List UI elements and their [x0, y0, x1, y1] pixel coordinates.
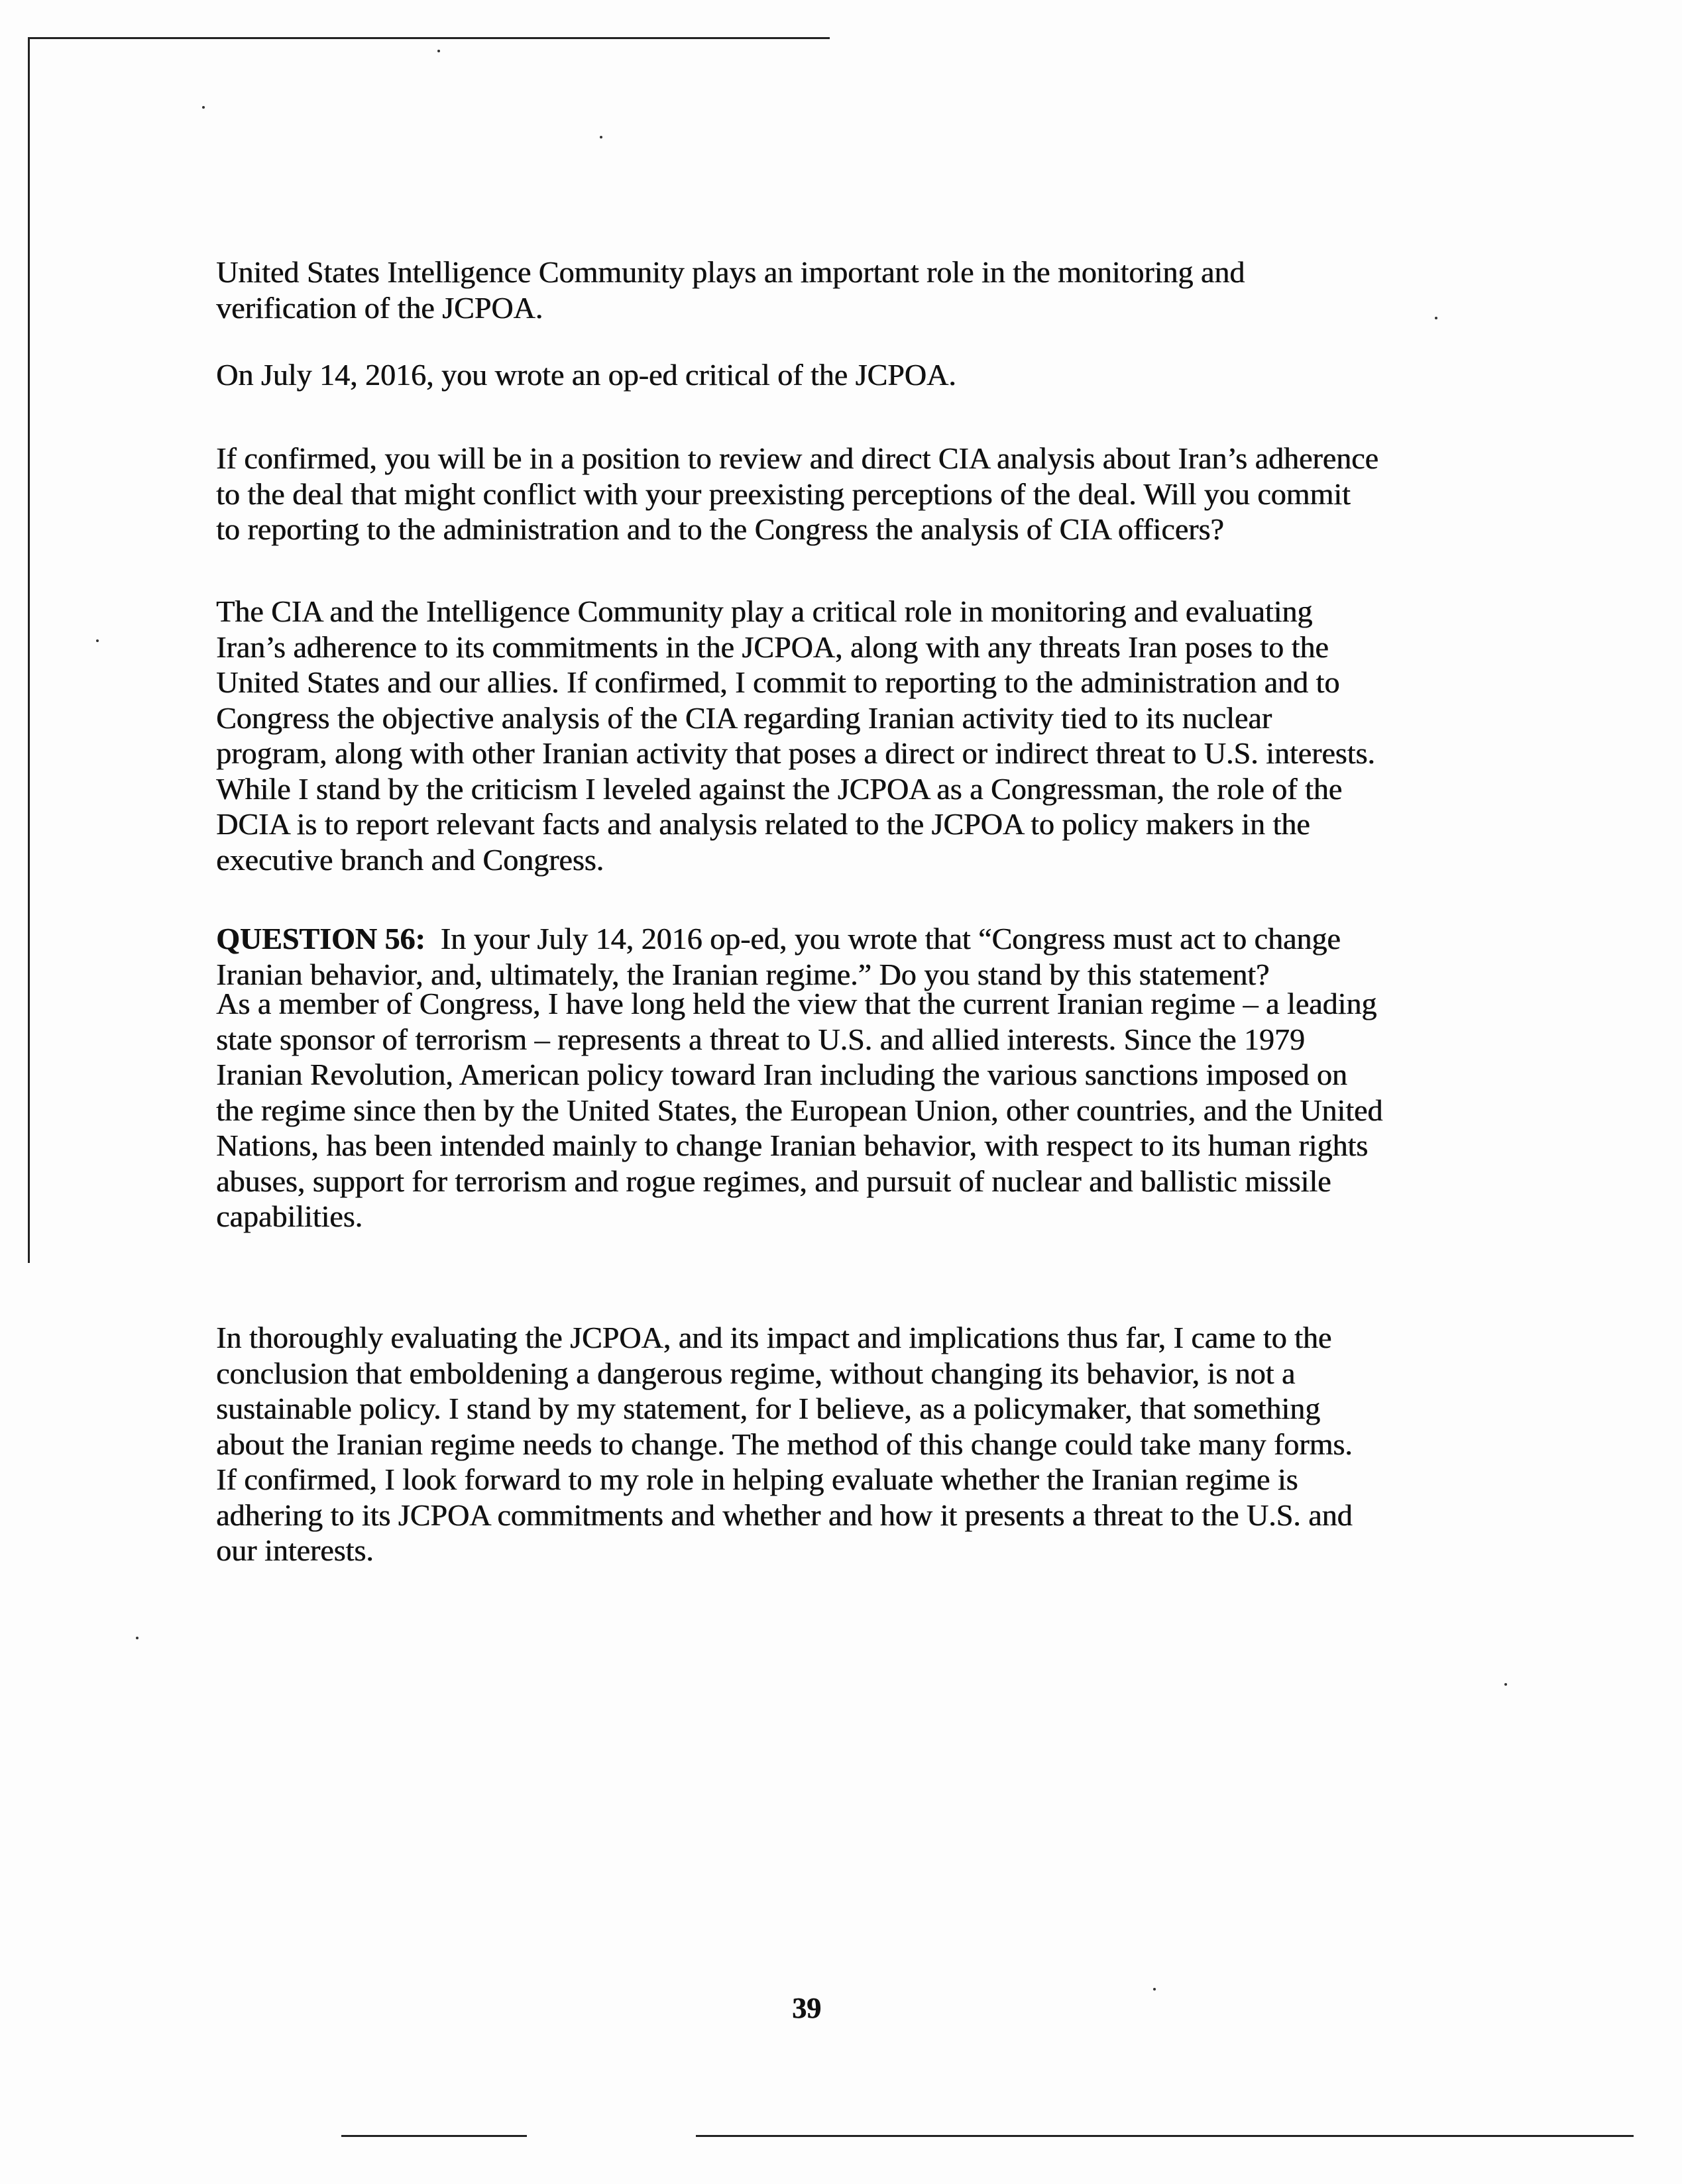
text-line: Nations, has been intended mainly to change Iranian behavior, with respect to its human rights	[216, 1128, 1369, 1162]
scan-speck	[437, 50, 440, 52]
question-text: In your July 14, 2016 op-ed, you wrote that “Congress must act to change	[425, 922, 1341, 956]
text-line: While I stand by the criticism I leveled against the JCPOA as a Congressman, the role of the	[216, 771, 1343, 806]
text-line: The CIA and the Intelligence Community play a critical role in monitoring and evaluating	[216, 594, 1313, 628]
text-line: If confirmed, I look forward to my role in helping evaluate whether the Iranian regime is	[216, 1462, 1298, 1496]
scan-speck	[1435, 317, 1437, 319]
scan-speck	[136, 1637, 139, 1639]
scan-speck	[600, 136, 602, 138]
text-line: about the Iranian regime needs to change. The method of this change could take many forms.	[216, 1427, 1353, 1461]
text-line: state sponsor of terrorism – represents a threat to U.S. and allied interests. Since the 1979	[216, 1022, 1305, 1056]
text-line: On July 14, 2016, you wrote an op-ed critical of the JCPOA.	[216, 358, 956, 392]
text-line: United States and our allies. If confirmed, I commit to reporting to the administration and to	[216, 665, 1340, 699]
paragraph-question	[216, 441, 1378, 547]
question-56	[216, 921, 1341, 992]
text-line: to reporting to the administration and to the Congress the analysis of CIA officers?	[216, 512, 1224, 546]
paragraph-answer-2	[216, 986, 1382, 1234]
scan-speck	[1504, 1683, 1507, 1686]
text-line: As a member of Congress, I have long held the view that the current Iranian regime – a leading	[216, 987, 1377, 1020]
text-line: Iran’s adherence to its commitments in the JCPOA, along with any threats Iran poses to the	[216, 629, 1329, 664]
text-line: Iranian Revolution, American policy toward Iran including the various sanctions imposed on	[216, 1058, 1347, 1091]
text-line: United States Intelligence Community plays an important role in the monitoring and	[216, 255, 1245, 289]
text-line: conclusion that emboldening a dangerous regime, without changing its behavior, is not a	[216, 1356, 1296, 1390]
text-line: capabilities.	[216, 1199, 363, 1233]
text-line: our interests.	[216, 1533, 374, 1567]
paragraph-answer-1	[216, 594, 1375, 877]
text-line: executive branch and Congress.	[216, 842, 604, 877]
text-line: DCIA is to report relevant facts and analysis related to the JCPOA to policy makers in the	[216, 807, 1310, 841]
text-line: to the deal that might conflict with your preexisting perceptions of the deal. Will you commit	[216, 476, 1351, 511]
text-line: sustainable policy. I stand by my statement, for I believe, as a policymaker, that something	[216, 1392, 1321, 1425]
top-border-line	[28, 37, 830, 39]
paragraph-op-ed	[216, 357, 956, 393]
question-label: QUESTION 56:	[216, 922, 425, 956]
page-number: 39	[792, 1992, 821, 2024]
text-line: If confirmed, you will be in a position to review and direct CIA analysis about Iran’s adherence	[216, 441, 1378, 475]
text-line: verification of the JCPOA.	[216, 290, 543, 325]
text-line: Congress the objective analysis of the CIA regarding Iranian activity tied to its nuclear	[216, 700, 1272, 735]
paragraph-answer-3	[216, 1320, 1353, 1568]
left-border-line	[28, 37, 30, 1263]
text-line: adhering to its JCPOA commitments and whether and how it presents a threat to the U.S. and	[216, 1498, 1353, 1532]
scan-speck	[96, 639, 99, 642]
bottom-line-right	[696, 2135, 1634, 2137]
bottom-line-left	[341, 2135, 527, 2137]
text-line: the regime since then by the United States, the European Union, other countries, and the United	[216, 1093, 1383, 1127]
paragraph-intel-community	[216, 254, 1245, 325]
text-line: Iranian behavior, and, ultimately, the Iranian regime.” Do you stand by this statement?	[216, 957, 1270, 991]
scan-speck	[1153, 1988, 1156, 1991]
text-line	[216, 921, 1341, 957]
text-line: In thoroughly evaluating the JCPOA, and its impact and implications thus far, I came to the	[216, 1321, 1332, 1354]
scan-speck	[202, 106, 205, 109]
text-line: abuses, support for terrorism and rogue regimes, and pursuit of nuclear and ballistic missile	[216, 1164, 1331, 1198]
text-line: program, along with other Iranian activity that poses a direct or indirect threat to U.S. interests.	[216, 736, 1375, 770]
